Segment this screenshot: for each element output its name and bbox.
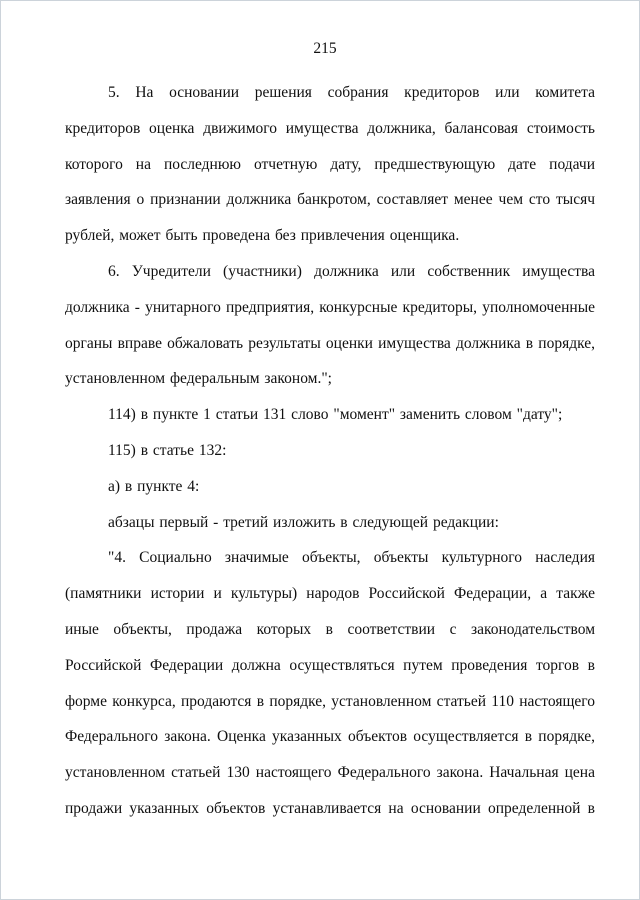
- paragraph: 5. На основании решения собрания кредиторов или комитета кредиторов оценка движимого имущества должника, балансовая стоимость которого на последнюю отчетную дату, предшествующую дате подачи заявления о признании должника банкротом, составляет менее чем сто тысяч рублей, может быть проведена без привлечения оценщика.: [65, 84, 595, 245]
- paragraph: 6. Учредители (участники) должника или собственник имущества должника - унитарного предприятия, конкурсные кредиторы, уполномоченные органы вправе обжаловать результаты оценки имущества должника в порядке, установленном федеральным законом.";: [65, 262, 595, 388]
- paragraph: а) в пункте 4:: [108, 477, 200, 495]
- paragraph: абзацы первый - третий изложить в следующей редакции:: [108, 513, 499, 531]
- paragraph: 114) в пункте 1 статьи 131 слово "момент" заменить словом "дату";: [108, 406, 563, 424]
- paragraph: 115) в статье 132:: [108, 441, 227, 459]
- paragraph: "4. Социально значимые объекты, объекты культурного наследия (памятники истории и культуры) народов Российской Федерации, а также иные объекты, продажа которых в соответствии с законодательством Российской Федерации должна осуществляться путем проведения торгов в форме конкурса, продаются в порядке, установленном статьей 110 настоящего Федерального закона. Оценка указанных объектов осуществляется в порядке, установленном статьей 130 настоящего Федерального закона. Начальная цена продажи указанных объектов устанавливается на основании определенной в: [65, 549, 595, 817]
- page-number: 215: [313, 40, 337, 57]
